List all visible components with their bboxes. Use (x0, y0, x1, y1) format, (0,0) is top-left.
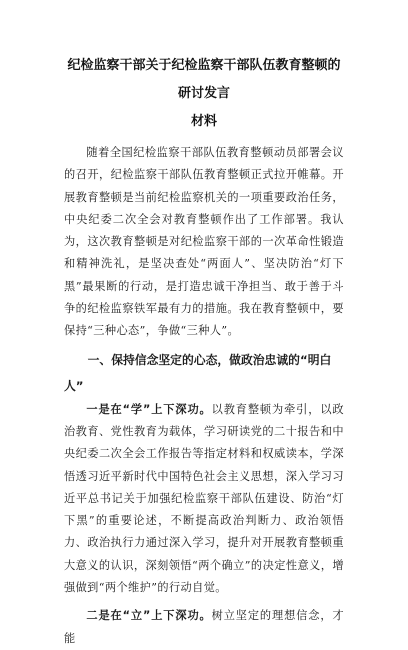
document-title-line-1: 纪检监察干部关于纪检监察干部队伍教育整顿的研讨发言 (67, 58, 341, 101)
section-heading-1: 一、保持信念坚定的心态，做政治忠诚的“明白人” (64, 352, 332, 393)
paragraph-study-body: 以教育整顿为牵引，以政治教育、党性教育为载体，学习研读党的二十报告和中央纪委二次全会工作报告等指定材料和权威读本，学深悟透习近平新时代中国特色社会主义思想，深入学习习近平总书记关于加强纪检监察干部队伍建设、防治“灯下黑”的重要论述，不断提高政治判断力、政治领悟力、政治执行力通过深入学习，提升对开展教育整顿重大意义的认识，深刻领悟“两个确立”的决定性意义，增强做到“两个维护”的行动自觉。 (64, 402, 344, 595)
paragraph-study-lead: 一是在“学”上下深功。 (86, 402, 212, 416)
paragraph-introduction: 随着全国纪检监察干部队伍教育整顿动员部署会议的召开，纪检监察干部队伍教育整顿正式拉开帷幕。开展教育整顿是当前纪检监察机关的一项重要政治任务，中央纪委二次全会对教育整顿作出了工作部署。我认为，这次教育整顿是对纪检监察干部的一次革命性锻造和精神洗礼，是坚决查处“两面人”、坚决防治“灯下黑”最果断的行动，是打造忠诚干净担当、敢于善于斗争的纪检监察铁军最有力的措施。我在教育整顿中，要保持“三种心态”，争做“三种人”。 (64, 146, 344, 338)
document-title-line-2: 材料 (190, 114, 217, 129)
paragraph-establish (64, 605, 344, 650)
paragraph-establish-body: 树立坚定的理想信念，才能 (64, 609, 344, 645)
paragraph-study (64, 399, 344, 600)
paragraph-establish-lead: 二是在“立”上下深功。 (86, 609, 212, 623)
document-title (64, 52, 344, 136)
